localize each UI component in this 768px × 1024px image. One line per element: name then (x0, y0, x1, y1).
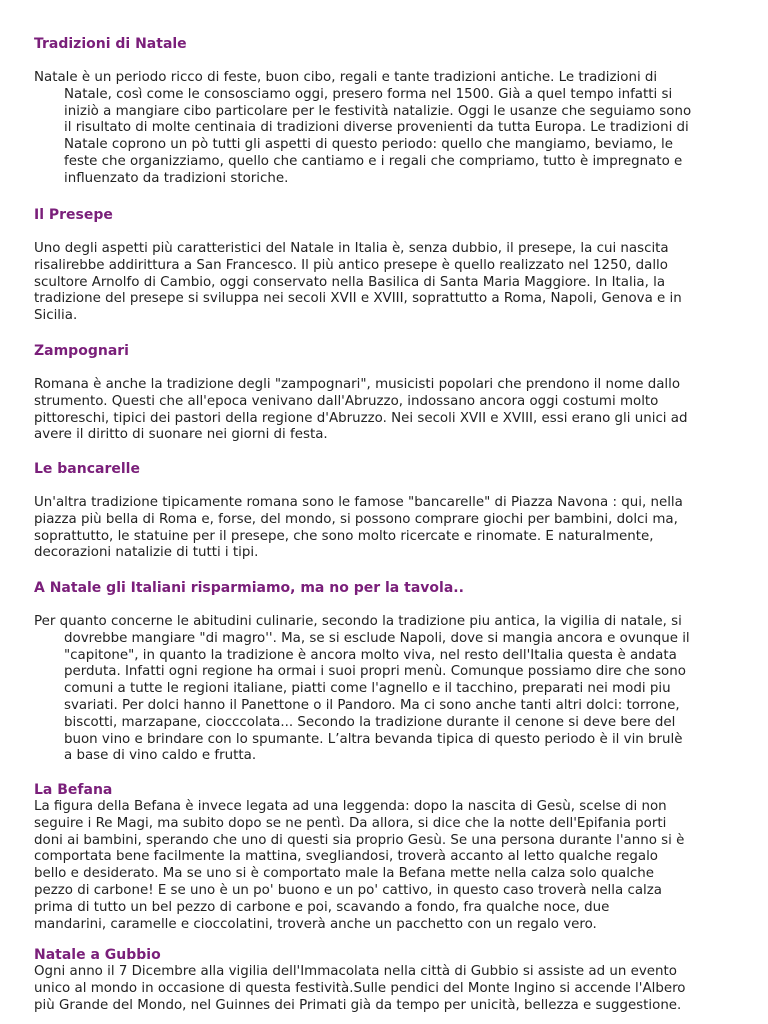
section-paragraph: Romana è anche la tradizione degli "zampognari", musicisti popolari che prendono il nome dallo strumento. Questi che all'epoca venivano dall'Abruzzo, indossano ancora oggi costumi molto pittoreschi, tipici dei pastori della regione d'Abruzzo. Nei secoli XVII e XVIII, essi erano gli unici ad avere il diritto di suonare nei giorni di festa. (34, 377, 688, 443)
section-heading: Zampognari (34, 343, 129, 359)
section-tradizioni (34, 35, 734, 188)
section-paragraph: Per quanto concerne le abitudini culinarie, secondo la tradizione piu antica, la vigilia di natale, si dovrebbe mangiare "di magro''. Ma, se si esclude Napoli, dove si mangia ancora e ovunque il "capitone", in quanto la tradizione è ancora molto viva, nel resto dell'Italia questa è andata perduta. Infatti ogni regione ha ormai i suoi propri menù. Comunque possiamo dire che sono comuni a tutte le regioni italiane, piatti come l'agnello e il tacchino, preparati nei modi piu svariati. Per dolci hanno il Panettone o il Pandoro. Ma ci sono anche tanti altri dolci: torrone, biscotti, marzapane, ciocccolata... Secondo la tradizione durante il cenone si deve bere del buon vino e brindare con lo spumante. L’altra bevanda tipica di questo periodo è il vin brulè a base di vino caldo e frutta. (34, 614, 690, 764)
section-paragraph: Uno degli aspetti più caratteristici del Natale in Italia è, senza dubbio, il presepe, la cui nascita risalirebbe addirittura a San Francesco. Il più antico presepe è quello realizzato nel 1250, dallo scultore Arnolfo di Cambio, oggi conservato nella Basilica di Santa Maria Maggiore. In Italia, la tradizione del presepe si sviluppa nei secoli XVII e XVIII, soprattutto a Roma, Napoli, Genova e in Sicilia. (34, 241, 682, 324)
section-heading: Il Presepe (34, 207, 113, 223)
section-tavola (34, 579, 734, 765)
section-paragraph: Un'altra tradizione tipicamente romana sono le famose "bancarelle" di Piazza Navona : qui, nella piazza più bella di Roma e, forse, del mondo, si possono comprare giochi per bambini, dolci ma, soprattutto, le statuine per il presepe, che sono molto ricercate e rinomate. E naturalmente, decorazioni natalizie di tutti i tipi. (34, 495, 683, 561)
section-heading: Tradizioni di Natale (34, 36, 187, 52)
section-heading: A Natale gli Italiani risparmiamo, ma no per la tavola.. (34, 580, 464, 596)
section-paragraph: La figura della Befana è invece legata ad una leggenda: dopo la nascita di Gesù, scelse di non seguire i Re Magi, ma subito dopo se ne pentì. Da allora, si dice che la notte dell'Epifania porti doni ai bambini, sperando che uno di questi sia proprio Gesù. Se una persona durante l'anno si è comportata bene facilmente la mattina, svegliandosi, troverà accanto al letto qualche regalo bello e desiderato. Ma se uno si è comportato male la Befana mette nella calza solo qualche pezzo di carbone! E se uno è un po' buono e un po' cattivo, in questo caso troverà nella calza prima di tutto un bel pezzo di carbone e poi, scavando a fondo, fra qualche noce, due mandarini, caramelle e cioccolatini, troverà anche un pacchetto con un regalo vero. (34, 799, 685, 932)
section-presepe (34, 206, 734, 325)
section-gubbio (34, 946, 734, 1014)
section-paragraph: Ogni anno il 7 Dicembre alla vigilia dell'Immacolata nella città di Gubbio si assiste ad un evento unico al mondo in occasione di questa festività.Sulle pendici del Monte Ingino si accende l'Albero più Grande del Mondo, nel Guinnes dei Primati già da tempo per unicità, bellezza e suggestione. (34, 964, 686, 1013)
section-heading: La Befana (34, 782, 113, 798)
section-bancarelle (34, 460, 734, 562)
section-befana (34, 781, 734, 933)
section-heading: Natale a Gubbio (34, 947, 161, 963)
section-paragraph: Natale è un periodo ricco di feste, buon cibo, regali e tante tradizioni antiche. Le tradizioni di Natale, così come le consosciamo oggi, presero forma nel 1500. Già a quel tempo infatti si iniziò a mangiare cibo particolare per le festività natalizie. Oggi le usanze che seguiamo sono il risultato di molte centinaia di tradizioni diverse provenienti da tutta Europa. Le tradizioni di Natale coprono un pò tutti gli aspetti di questo periodo: quello che mangiamo, beviamo, le feste che organizziamo, quello che cantiamo e i regali che compriamo, tutto è impregnato e influenzato da tradizioni storiche. (34, 70, 692, 186)
section-zampognari (34, 342, 734, 444)
section-heading: Le bancarelle (34, 461, 140, 477)
